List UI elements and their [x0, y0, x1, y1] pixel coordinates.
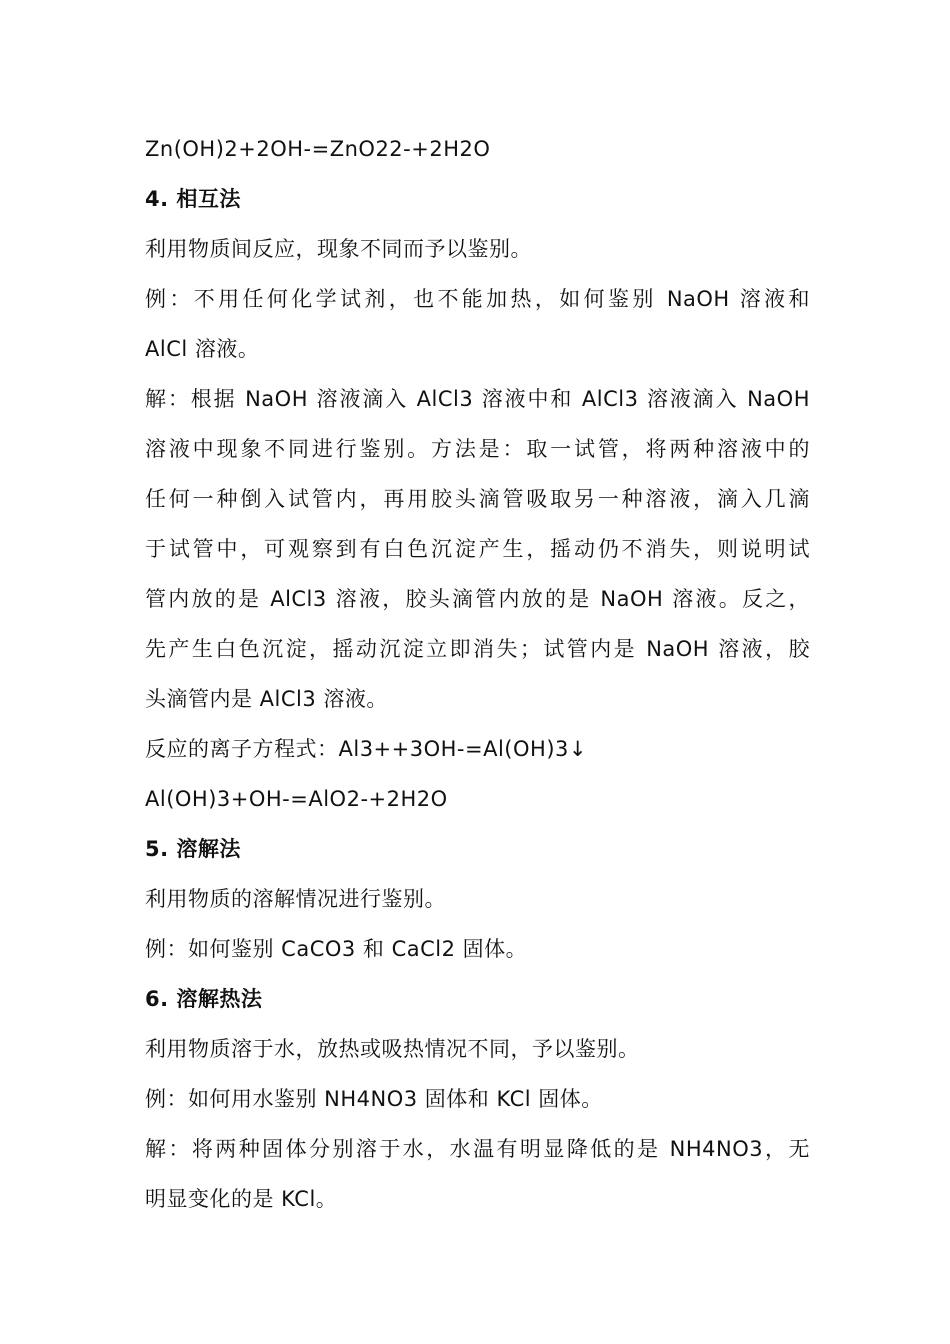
section-heading-mutual-method: 4. 相互法	[145, 187, 241, 211]
paragraph-line: 于试管中，可观察到有白色沉淀产生，摇动仍不消失，则说明试	[145, 537, 810, 561]
paragraph-line: 例：如何鉴别 CaCO3 和 CaCl2 固体。	[145, 937, 528, 961]
paragraph-line: 利用物质溶于水，放热或吸热情况不同，予以鉴别。	[145, 1037, 640, 1061]
equation-ionic-reaction: 反应的离子方程式：Al3++3OH-=Al(OH)3↓	[145, 737, 587, 761]
paragraph-line: 先产生白色沉淀，摇动沉淀立即消失；试管内是 NaOH 溶液，胶	[145, 637, 810, 661]
equation-zinc-hydroxide: Zn(OH)2+2OH-=ZnO22-+2H2O	[145, 137, 491, 161]
paragraph-line: 解：将两种固体分别溶于水，水温有明显降低的是 NH4NO3，无	[145, 1137, 810, 1161]
equation-aluminate: Al(OH)3+OH-=AlO2-+2H2O	[145, 787, 448, 811]
paragraph-line: 明显变化的是 KCl。	[145, 1187, 338, 1211]
paragraph-line: 利用物质的溶解情况进行鉴别。	[145, 887, 446, 911]
paragraph-line: 利用物质间反应，现象不同而予以鉴别。	[145, 237, 532, 261]
paragraph-line: 解：根据 NaOH 溶液滴入 AlCl3 溶液中和 AlCl3 溶液滴入 NaOH	[145, 387, 810, 411]
paragraph-line: 任何一种倒入试管内，再用胶头滴管吸取另一种溶液，滴入几滴	[145, 487, 810, 511]
section-heading-dissolution-heat-method: 6. 溶解热法	[145, 987, 263, 1011]
paragraph-line: 管内放的是 AlCl3 溶液，胶头滴管内放的是 NaOH 溶液。反之，	[145, 587, 810, 611]
paragraph-line: AlCl 溶液。	[145, 337, 260, 361]
paragraph-line: 头滴管内是 AlCl3 溶液。	[145, 687, 388, 711]
paragraph-line: 例：如何用水鉴别 NH4NO3 固体和 KCl 固体。	[145, 1087, 603, 1111]
paragraph-line: 溶液中现象不同进行鉴别。方法是：取一试管，将两种溶液中的	[145, 437, 810, 461]
paragraph-line: 例：不用任何化学试剂，也不能加热，如何鉴别 NaOH 溶液和	[145, 287, 810, 311]
section-heading-dissolution-method: 5. 溶解法	[145, 837, 241, 861]
